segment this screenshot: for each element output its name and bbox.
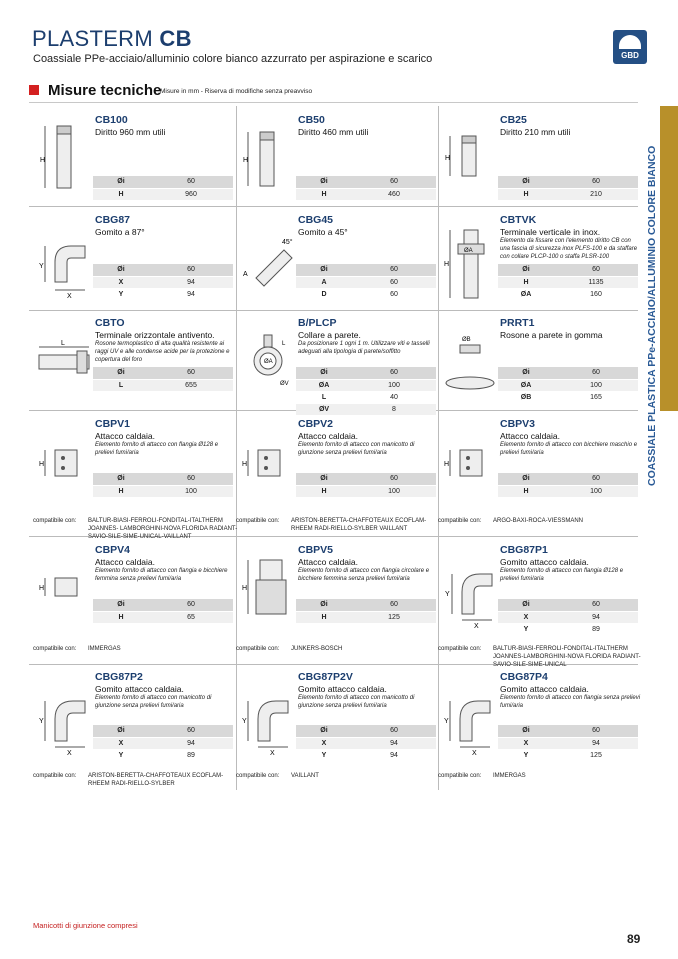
title-bold: CB bbox=[159, 26, 192, 51]
svg-text:A: A bbox=[243, 271, 248, 278]
svg-text:ØA: ØA bbox=[464, 248, 473, 254]
spec-value: 210 bbox=[554, 188, 638, 200]
spec-value: 60 bbox=[149, 264, 233, 276]
spec-value: 1135 bbox=[554, 276, 638, 288]
spec-table bbox=[498, 725, 638, 762]
spec-value: 60 bbox=[554, 367, 638, 379]
spec-key: H bbox=[296, 611, 352, 623]
spec-value: 60 bbox=[149, 367, 233, 379]
spec-row bbox=[296, 276, 436, 288]
spec-value: 60 bbox=[149, 473, 233, 485]
spec-key: H bbox=[296, 485, 352, 497]
compat-brands: ARGO-BAXI-ROCA-VIESSMANN bbox=[493, 518, 584, 524]
spec-key: X bbox=[93, 276, 149, 288]
spec-key: Øi bbox=[296, 725, 352, 737]
product-name: Attacco caldaia. bbox=[298, 431, 359, 441]
product-drawing-icon bbox=[442, 426, 498, 506]
spec-value: 65 bbox=[149, 611, 233, 623]
spec-value: 125 bbox=[352, 611, 436, 623]
spec-table bbox=[296, 599, 436, 624]
product-drawing-icon bbox=[442, 552, 498, 632]
spec-key: Øi bbox=[296, 599, 352, 611]
svg-text:X: X bbox=[67, 750, 72, 757]
compat-brands: JUNKERS-BOSCH bbox=[291, 646, 343, 652]
product-description: Elemento fornito di attacco con manicotto di giunzione senza prelievi fumi/aria bbox=[298, 695, 415, 709]
spec-key: Øi bbox=[498, 473, 554, 485]
footer-note: Manicotti di giunzione compresi bbox=[33, 921, 138, 930]
spec-table bbox=[93, 264, 233, 301]
compat-brands: ARISTON-BERETTA-CHAFFOTEAUX ECOFLAM-RHEEM RADI-RIELLO-SYLBER VAILLANT bbox=[291, 518, 427, 532]
svg-text:H: H bbox=[243, 157, 249, 164]
section-divider bbox=[29, 102, 638, 103]
gbd-logo bbox=[613, 30, 647, 64]
section-title: Misure tecniche bbox=[48, 82, 162, 99]
product-code: CB50 bbox=[298, 114, 325, 126]
product-code: CBPV1 bbox=[95, 418, 131, 430]
spec-row bbox=[498, 725, 638, 737]
compat-label: compatibile con: bbox=[438, 773, 482, 779]
spec-value: 100 bbox=[149, 485, 233, 497]
svg-text:Y: Y bbox=[39, 263, 44, 270]
spec-row bbox=[93, 379, 233, 391]
spec-value: 89 bbox=[149, 749, 233, 761]
spec-key: Y bbox=[498, 623, 554, 635]
spec-value: 40 bbox=[352, 391, 436, 403]
compat-brands: IMMERGAS bbox=[493, 773, 526, 779]
spec-key: Øi bbox=[93, 264, 149, 276]
spec-key: Øi bbox=[498, 725, 554, 737]
spec-row bbox=[93, 367, 233, 379]
spec-row bbox=[498, 485, 638, 497]
spec-value: 94 bbox=[352, 749, 436, 761]
product-drawing-icon bbox=[442, 325, 498, 405]
spec-key: ØV bbox=[296, 403, 352, 415]
page-title bbox=[32, 26, 192, 52]
spec-value: 60 bbox=[149, 725, 233, 737]
spec-key: L bbox=[93, 379, 149, 391]
spec-value: 60 bbox=[352, 288, 436, 300]
svg-text:Y: Y bbox=[39, 718, 44, 725]
svg-text:X: X bbox=[270, 750, 275, 757]
spec-key: Øi bbox=[296, 176, 352, 188]
spec-row bbox=[498, 367, 638, 379]
spec-table bbox=[498, 599, 638, 636]
product-name: Gomito attacco caldaia. bbox=[500, 684, 589, 694]
spec-row bbox=[93, 264, 233, 276]
sidebar-label: COASSIALE PLASTICA PPe-ACCIAIO/ALLUMINIO COLORE BIANCO bbox=[646, 145, 658, 486]
spec-row bbox=[498, 264, 638, 276]
spec-key: Y bbox=[498, 749, 554, 761]
product-name: Attacco caldaia. bbox=[95, 557, 156, 567]
product-code: CB25 bbox=[500, 114, 527, 126]
compat-label: compatibile con: bbox=[236, 773, 280, 779]
spec-key: ØA bbox=[296, 379, 352, 391]
product-code: CBG87P2V bbox=[298, 671, 353, 683]
product-code: CBG87P4 bbox=[500, 671, 548, 683]
spec-row bbox=[296, 599, 436, 611]
svg-text:ØA: ØA bbox=[264, 359, 273, 365]
spec-value: 60 bbox=[352, 367, 436, 379]
product-drawing-icon bbox=[37, 122, 93, 202]
spec-value: 60 bbox=[554, 264, 638, 276]
spec-value: 8 bbox=[352, 403, 436, 415]
spec-value: 60 bbox=[554, 599, 638, 611]
spec-key: Øi bbox=[93, 473, 149, 485]
page-subtitle: Coassiale PPe-acciaio/alluminio colore bianco azzurrato per aspirazione e scarico bbox=[33, 53, 433, 65]
spec-value: 60 bbox=[554, 725, 638, 737]
spec-value: 165 bbox=[554, 391, 638, 403]
svg-text:L: L bbox=[282, 341, 286, 347]
spec-value: 60 bbox=[554, 473, 638, 485]
spec-key: ØA bbox=[498, 379, 554, 391]
product-drawing-icon bbox=[37, 426, 93, 506]
spec-key: D bbox=[296, 288, 352, 300]
product-code: CBPV5 bbox=[298, 544, 334, 556]
product-description: Rosone termoplastico di alta qualità resistente ai raggi UV e alle condense acide per la protezione e copertura del foro bbox=[95, 341, 230, 363]
spec-key: H bbox=[498, 276, 554, 288]
spec-key: Øi bbox=[93, 725, 149, 737]
spec-key: H bbox=[498, 485, 554, 497]
title-main: PLASTERM bbox=[32, 26, 153, 51]
product-code: CB100 bbox=[95, 114, 128, 126]
spec-table bbox=[93, 599, 233, 624]
compat-label: compatibile con: bbox=[438, 518, 482, 524]
product-drawing-icon bbox=[240, 552, 296, 632]
product-drawing-icon bbox=[37, 325, 93, 405]
product-name: Attacco caldaia. bbox=[500, 431, 561, 441]
spec-table bbox=[498, 264, 638, 301]
spec-value: 60 bbox=[352, 473, 436, 485]
spec-key: ØB bbox=[498, 391, 554, 403]
spec-row bbox=[93, 725, 233, 737]
product-name: Terminale verticale in inox. bbox=[500, 227, 601, 237]
product-drawing-icon bbox=[240, 325, 296, 405]
spec-table bbox=[296, 725, 436, 762]
product-card bbox=[236, 418, 436, 546]
spec-row bbox=[296, 725, 436, 737]
spec-value: 60 bbox=[352, 276, 436, 288]
spec-table bbox=[296, 473, 436, 498]
product-name: Diritto 460 mm utili bbox=[298, 127, 369, 137]
svg-text:H: H bbox=[444, 461, 450, 468]
spec-row bbox=[498, 611, 638, 623]
product-name: Attacco caldaia. bbox=[95, 431, 156, 441]
product-card bbox=[33, 671, 233, 799]
svg-text:X: X bbox=[67, 293, 72, 300]
spec-row bbox=[296, 473, 436, 485]
spec-key: Øi bbox=[498, 264, 554, 276]
spec-value: 94 bbox=[554, 611, 638, 623]
compat-brands: VAILLANT bbox=[291, 773, 319, 779]
spec-key: H bbox=[296, 188, 352, 200]
spec-value: 100 bbox=[554, 485, 638, 497]
logo-text: GBD bbox=[621, 51, 639, 60]
svg-text:ØV: ØV bbox=[280, 381, 289, 387]
product-name: Gomito attacco caldaia. bbox=[500, 557, 589, 567]
spec-row bbox=[296, 367, 436, 379]
product-code: CBG45 bbox=[298, 214, 334, 226]
spec-table bbox=[93, 473, 233, 498]
spec-row bbox=[498, 599, 638, 611]
product-code: CBPV4 bbox=[95, 544, 131, 556]
svg-text:Y: Y bbox=[444, 718, 449, 725]
product-name: Gomito attacco caldaia. bbox=[95, 684, 184, 694]
spec-key: L bbox=[296, 391, 352, 403]
page-number: 89 bbox=[627, 932, 641, 946]
section-bullet-icon bbox=[29, 85, 39, 95]
spec-row bbox=[296, 264, 436, 276]
spec-key: Øi bbox=[93, 176, 149, 188]
spec-key: Øi bbox=[93, 367, 149, 379]
compat-label: compatibile con: bbox=[33, 518, 77, 524]
svg-text:H: H bbox=[39, 461, 45, 468]
product-code: CBG87 bbox=[95, 214, 131, 226]
product-description: Elemento da fissare con l'elemento diritto CB con una fascia di sicurezza inox PLFS-100 e da staffare con collare PLCP-100 o staffa PLSR-100 bbox=[500, 238, 638, 260]
product-drawing-icon bbox=[442, 122, 498, 202]
spec-key: H bbox=[93, 188, 149, 200]
compat-brands: BALTUR-BIASI-FERROLI-FONDITAL-ITALTHERM JOANNES- LAMBORGHINI-NOVA FLORIDA RADIANT-SAVIO-SILE-SIME-UNICAL-VAILLANT bbox=[88, 518, 238, 540]
spec-row bbox=[498, 188, 638, 200]
spec-value: 60 bbox=[352, 725, 436, 737]
spec-row bbox=[498, 391, 638, 403]
product-drawing-icon bbox=[37, 222, 93, 302]
svg-text:X: X bbox=[474, 623, 479, 630]
spec-value: 460 bbox=[352, 188, 436, 200]
product-drawing-icon bbox=[240, 122, 296, 202]
spec-row bbox=[498, 379, 638, 391]
compat-label: compatibile con: bbox=[33, 646, 77, 652]
product-drawing-icon bbox=[442, 679, 498, 759]
product-code: CBTO bbox=[95, 317, 125, 329]
spec-key: Øi bbox=[498, 599, 554, 611]
spec-key: Øi bbox=[296, 473, 352, 485]
spec-table bbox=[498, 367, 638, 404]
product-description: Elemento fornito di attacco con manicotto di giunzione senza prelievi fumi/aria bbox=[95, 695, 212, 709]
compat-label: compatibile con: bbox=[236, 518, 280, 524]
spec-key: X bbox=[93, 737, 149, 749]
spec-value: 60 bbox=[352, 176, 436, 188]
spec-table bbox=[93, 725, 233, 762]
spec-row bbox=[296, 176, 436, 188]
spec-value: 60 bbox=[149, 599, 233, 611]
spec-key: X bbox=[296, 737, 352, 749]
spec-row bbox=[498, 473, 638, 485]
product-code: CBPV2 bbox=[298, 418, 334, 430]
product-drawing-icon bbox=[240, 222, 296, 302]
spec-value: 960 bbox=[149, 188, 233, 200]
spec-value: 100 bbox=[554, 379, 638, 391]
spec-row bbox=[296, 749, 436, 761]
svg-text:H: H bbox=[242, 585, 248, 592]
spec-value: 60 bbox=[149, 176, 233, 188]
spec-value: 89 bbox=[554, 623, 638, 635]
product-card bbox=[236, 544, 436, 672]
spec-key: A bbox=[296, 276, 352, 288]
spec-table bbox=[498, 473, 638, 498]
product-card bbox=[33, 418, 238, 546]
svg-text:H: H bbox=[242, 461, 248, 468]
spec-value: 94 bbox=[554, 737, 638, 749]
spec-value: 94 bbox=[352, 737, 436, 749]
product-name: Gomito a 87° bbox=[95, 227, 145, 237]
spec-row bbox=[93, 188, 233, 200]
compat-brands: BALTUR-BIASI-FERROLI-FONDITAL-ITALTHERM JOANNES-LAMBORGHINI-NOVA FLORIDA RADIANT-SAVIO-SILE-SIME-UNICAL bbox=[493, 646, 641, 668]
product-name: Diritto 210 mm utili bbox=[500, 127, 571, 137]
spec-row bbox=[296, 288, 436, 300]
product-name: Terminale orizzontale antivento. bbox=[95, 330, 215, 340]
spec-row bbox=[93, 611, 233, 623]
product-name: Collare a parete. bbox=[298, 330, 361, 340]
spec-row bbox=[93, 276, 233, 288]
spec-table bbox=[296, 264, 436, 301]
spec-row bbox=[296, 737, 436, 749]
product-name: Diritto 960 mm utili bbox=[95, 127, 166, 137]
spec-row bbox=[296, 391, 436, 403]
product-description: Elemento fornito di attacco con flangia circolare e bicchiere femmina senza prelievi fumi/aria bbox=[298, 568, 430, 582]
spec-value: 94 bbox=[149, 737, 233, 749]
spec-key: H bbox=[93, 611, 149, 623]
product-drawing-icon bbox=[240, 679, 296, 759]
svg-text:X: X bbox=[472, 750, 477, 757]
product-name: Rosone a parete in gomma bbox=[500, 330, 603, 340]
svg-text:45°: 45° bbox=[282, 239, 293, 246]
spec-row bbox=[498, 176, 638, 188]
spec-key: Øi bbox=[296, 367, 352, 379]
product-code: CBG87P2 bbox=[95, 671, 143, 683]
product-drawing-icon bbox=[37, 679, 93, 759]
spec-row bbox=[93, 599, 233, 611]
spec-row bbox=[296, 611, 436, 623]
spec-value: 60 bbox=[352, 264, 436, 276]
spec-value: 60 bbox=[352, 599, 436, 611]
product-code: CBG87P1 bbox=[500, 544, 548, 556]
spec-key: Y bbox=[296, 749, 352, 761]
logo-dome-icon bbox=[619, 35, 641, 49]
spec-value: 100 bbox=[352, 379, 436, 391]
svg-text:H: H bbox=[40, 157, 46, 164]
product-description: Elemento fornito di attacco con flangia senza prelievi fumi/aria bbox=[500, 695, 641, 709]
product-code: CBPV3 bbox=[500, 418, 536, 430]
spec-key: H bbox=[93, 485, 149, 497]
spec-key: H bbox=[498, 188, 554, 200]
spec-key: ØA bbox=[498, 288, 554, 300]
svg-text:H: H bbox=[445, 155, 451, 162]
spec-table bbox=[93, 176, 233, 201]
spec-key: Y bbox=[93, 749, 149, 761]
spec-row bbox=[498, 288, 638, 300]
spec-key: Øi bbox=[498, 367, 554, 379]
product-name: Gomito attacco caldaia. bbox=[298, 684, 387, 694]
product-description: Elemento fornito di attacco con flangia Ø128 e prelievi fumi/aria bbox=[500, 568, 624, 582]
spec-value: 60 bbox=[554, 176, 638, 188]
svg-text:Y: Y bbox=[445, 591, 450, 598]
product-name: Gomito a 45° bbox=[298, 227, 348, 237]
product-code: B/PLCP bbox=[298, 317, 337, 329]
compat-label: compatibile con: bbox=[33, 773, 77, 779]
product-card bbox=[438, 418, 638, 546]
spec-key: Y bbox=[93, 288, 149, 300]
spec-row bbox=[93, 749, 233, 761]
spec-key: Øi bbox=[93, 599, 149, 611]
spec-row bbox=[93, 288, 233, 300]
product-code: CBTVK bbox=[500, 214, 537, 226]
spec-value: 125 bbox=[554, 749, 638, 761]
svg-text:H: H bbox=[444, 261, 450, 268]
spec-key: Øi bbox=[498, 176, 554, 188]
product-code: PRRT1 bbox=[500, 317, 535, 329]
spec-row bbox=[93, 485, 233, 497]
product-name: Attacco caldaia. bbox=[298, 557, 359, 567]
svg-text:Y: Y bbox=[242, 718, 247, 725]
product-description: Da posizionare 1 ogni 1 m. Utilizzare viti e tasselli adeguati alla tipologia di parete/soffitto bbox=[298, 341, 430, 355]
spec-row bbox=[498, 623, 638, 635]
spec-row bbox=[296, 403, 436, 415]
compat-label: compatibile con: bbox=[236, 646, 280, 652]
section-note: Misure in mm - Riserva di modifiche senza preavviso bbox=[160, 88, 313, 95]
spec-value: 160 bbox=[554, 288, 638, 300]
product-description: Elemento fornito di attacco con manicotto di giunzione senza prelievi fumi/aria bbox=[298, 442, 415, 456]
product-drawing-icon bbox=[240, 426, 296, 506]
spec-row bbox=[93, 176, 233, 188]
product-card bbox=[236, 671, 436, 799]
product-description: Elemento fornito di attacco con flangia e bicchiere femmina senza prelievi fumi/aria bbox=[95, 568, 228, 582]
svg-text:H: H bbox=[39, 585, 45, 592]
product-drawing-icon bbox=[37, 552, 93, 632]
product-card bbox=[438, 671, 641, 799]
svg-text:L: L bbox=[61, 340, 65, 347]
product-drawing-icon bbox=[442, 222, 498, 302]
spec-table bbox=[498, 176, 638, 201]
spec-value: 94 bbox=[149, 288, 233, 300]
sidebar-color-bar bbox=[660, 106, 678, 411]
spec-table bbox=[93, 367, 233, 392]
spec-row bbox=[498, 276, 638, 288]
compat-brands: IMMERGAS bbox=[88, 646, 121, 652]
product-card bbox=[438, 544, 641, 672]
product-card bbox=[33, 544, 233, 672]
spec-table bbox=[296, 176, 436, 201]
spec-row bbox=[93, 737, 233, 749]
spec-value: 655 bbox=[149, 379, 233, 391]
product-description: Elemento fornito di attacco con bicchiere maschio e prelievi fumi/aria bbox=[500, 442, 638, 456]
spec-row bbox=[296, 485, 436, 497]
compat-brands: ARISTON-BERETTA-CHAFFOTEAUX ECOFLAM-RHEEM RADI-RIELLO-SYLBER bbox=[88, 773, 224, 787]
spec-row bbox=[296, 379, 436, 391]
spec-value: 100 bbox=[352, 485, 436, 497]
spec-row bbox=[93, 473, 233, 485]
spec-row bbox=[498, 737, 638, 749]
compat-label: compatibile con: bbox=[438, 646, 482, 652]
spec-key: Øi bbox=[296, 264, 352, 276]
spec-key: X bbox=[498, 611, 554, 623]
spec-row bbox=[498, 749, 638, 761]
product-description: Elemento fornito di attacco con flangia Ø128 e prelievi fumi/aria bbox=[95, 442, 219, 456]
spec-value: 94 bbox=[149, 276, 233, 288]
svg-text:ØB: ØB bbox=[462, 337, 471, 343]
spec-table bbox=[296, 367, 436, 416]
spec-key: X bbox=[498, 737, 554, 749]
spec-row bbox=[296, 188, 436, 200]
